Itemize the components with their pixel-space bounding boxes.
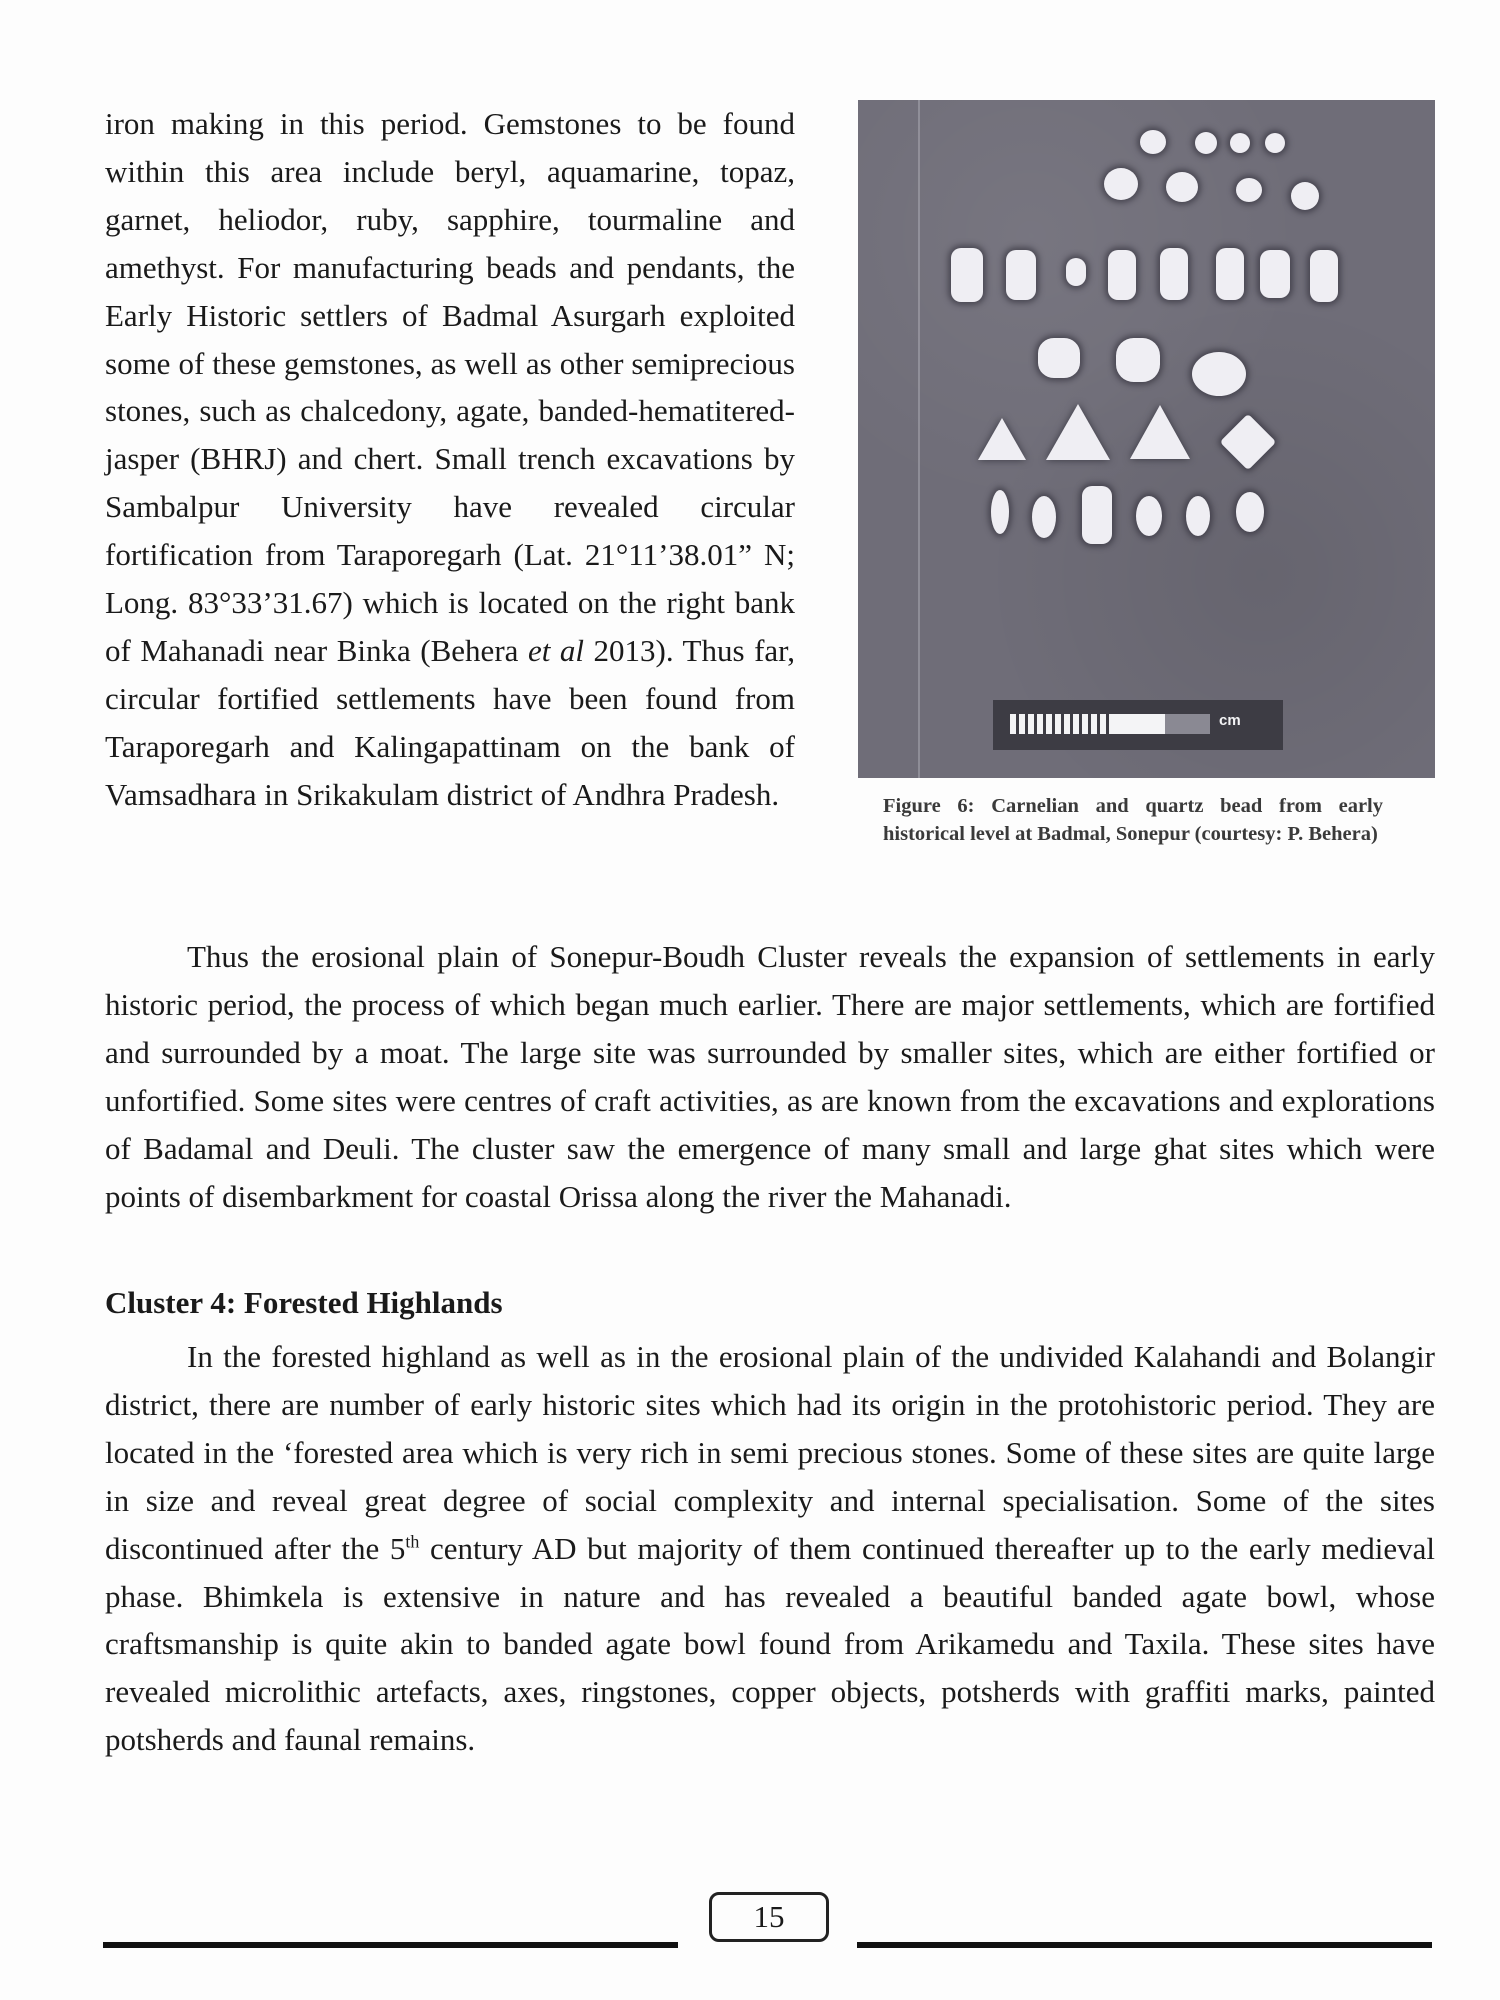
bead-icon <box>1260 250 1290 298</box>
paragraph-text: iron making in this period. Gemstones to be found within this area include beryl, aquamarine, topaz, garnet, heliodor, ruby, sapphire, tourmaline and amethyst. For manufacturing beads and pendants, the Early Historic settlers of Badmal Asurgarh exploited some of these gemstones, as well as other semiprecious stones, such as chalcedony, agate, banded-hematitered-jasper (BHRJ) and chert. Small trench excavations by Sambalpur University have revealed circular fortification from Taraporegarh (Lat. 21°11’38.01” N; Long. 83°33’31.67) which is located on the right bank of Mahanadi near Binka <box>105 106 795 668</box>
bead-icon <box>1230 133 1250 153</box>
bead-icon <box>1265 133 1285 153</box>
bead-icon <box>1291 182 1319 210</box>
bead-icon <box>1166 172 1198 202</box>
bead-icon <box>1192 352 1246 396</box>
pendant-icon <box>978 418 1026 460</box>
body-paragraph-gemstones <box>105 100 795 819</box>
scale-ticks <box>1010 714 1110 734</box>
scale-bar <box>993 700 1283 750</box>
bead-icon <box>1236 178 1262 202</box>
pendant-icon <box>1130 405 1190 459</box>
bead-icon <box>1066 258 1086 286</box>
page-number: 15 <box>709 1892 829 1942</box>
bead-photograph <box>858 100 1435 778</box>
pendant-icon <box>1046 404 1110 460</box>
paragraph-text: Thus the erosional plain of Sonepur-Boudh Cluster reveals the expansion of settlements in early historic period, the process of which began much earlier. There are major settlements, which are fortified and surrounded by a moat. The large site was surrounded by smaller sites, which are either fortified or unfortified. Some sites were centres of craft activities, as are known from the excavations and explorations of Badamal and Deuli. The cluster saw the emergence of many small and large ghat sites which were points of disembarkment for coastal Orissa along the river the Mahanadi. <box>105 939 1435 1214</box>
scale-solid-segment <box>1110 714 1165 734</box>
bead-icon <box>1186 496 1210 536</box>
bead-icon <box>1236 492 1264 532</box>
section-heading: Cluster 4: Forested Highlands <box>105 1285 503 1320</box>
bead-icon <box>1216 248 1244 300</box>
figure-caption: Figure 6: Carnelian and quartz bead from early historical level at Badmal, Sonepur (courtesy: P. Behera) <box>883 795 1383 845</box>
bead-icon <box>1082 486 1112 544</box>
bead-icon <box>991 490 1009 534</box>
footer-rule-right <box>857 1942 1432 1948</box>
bead-icon <box>1038 338 1080 378</box>
citation-italic: et al <box>527 632 584 668</box>
citation-text: (Behera <box>420 632 528 668</box>
bead-icon <box>1104 168 1138 200</box>
scale-grey-segment <box>1165 714 1210 734</box>
photo-crease-line <box>918 100 920 778</box>
bead-icon <box>1310 250 1338 302</box>
body-paragraph-forested-highlands <box>105 1333 1435 1764</box>
scale-unit-label: cm <box>1219 712 1241 729</box>
bead-icon <box>1108 250 1136 300</box>
bead-icon <box>1032 496 1056 538</box>
bead-icon <box>1136 496 1162 536</box>
bead-icon <box>1006 250 1036 300</box>
bead-icon <box>1140 130 1166 154</box>
paragraph-text-part1: In the forested highland as well as in the erosional plain of the undivided Kalahandi and Bolangir district, there are number of early historic sites which had its origin in the protohistoric period. They are located in the ‘forested area which is very rich in semi precious stones. Some of these sites are quite large in size and reveal great degree of social complexity and internal specialisation. Some of the sites discontinued after the 5 <box>105 1339 1435 1566</box>
paragraph-text <box>105 1333 1435 1764</box>
paragraph-text-part2: century AD but majority of them continued thereafter up to the early medieval phase. Bhimkela is extensive in nature and has revealed a beautiful banded agate bowl, whose craftsmanship is quite akin to banded agate bowl found from Arikamedu and Taxila. These sites have revealed microlithic artefacts, axes, ringstones, copper objects, potsherds with graffiti marks, painted potsherds and faunal remains. <box>105 1530 1435 1758</box>
body-paragraph-sonepur <box>105 933 1435 1220</box>
bead-icon <box>1160 248 1188 300</box>
pendant-icon <box>1220 414 1277 471</box>
left-column-text <box>105 100 795 819</box>
bead-icon <box>1116 338 1160 382</box>
bead-icon <box>1195 132 1217 154</box>
footer-rule-left <box>103 1942 678 1948</box>
bead-icon <box>951 248 983 302</box>
ordinal-superscript: th <box>405 1531 420 1552</box>
citation-continuation: 2013). Thus far, circular fortified settlements have been found from Taraporegarh and Kalingapattinam on the bank of Vamsadhara in Srikakulam district of Andhra Pradesh. <box>105 632 795 812</box>
